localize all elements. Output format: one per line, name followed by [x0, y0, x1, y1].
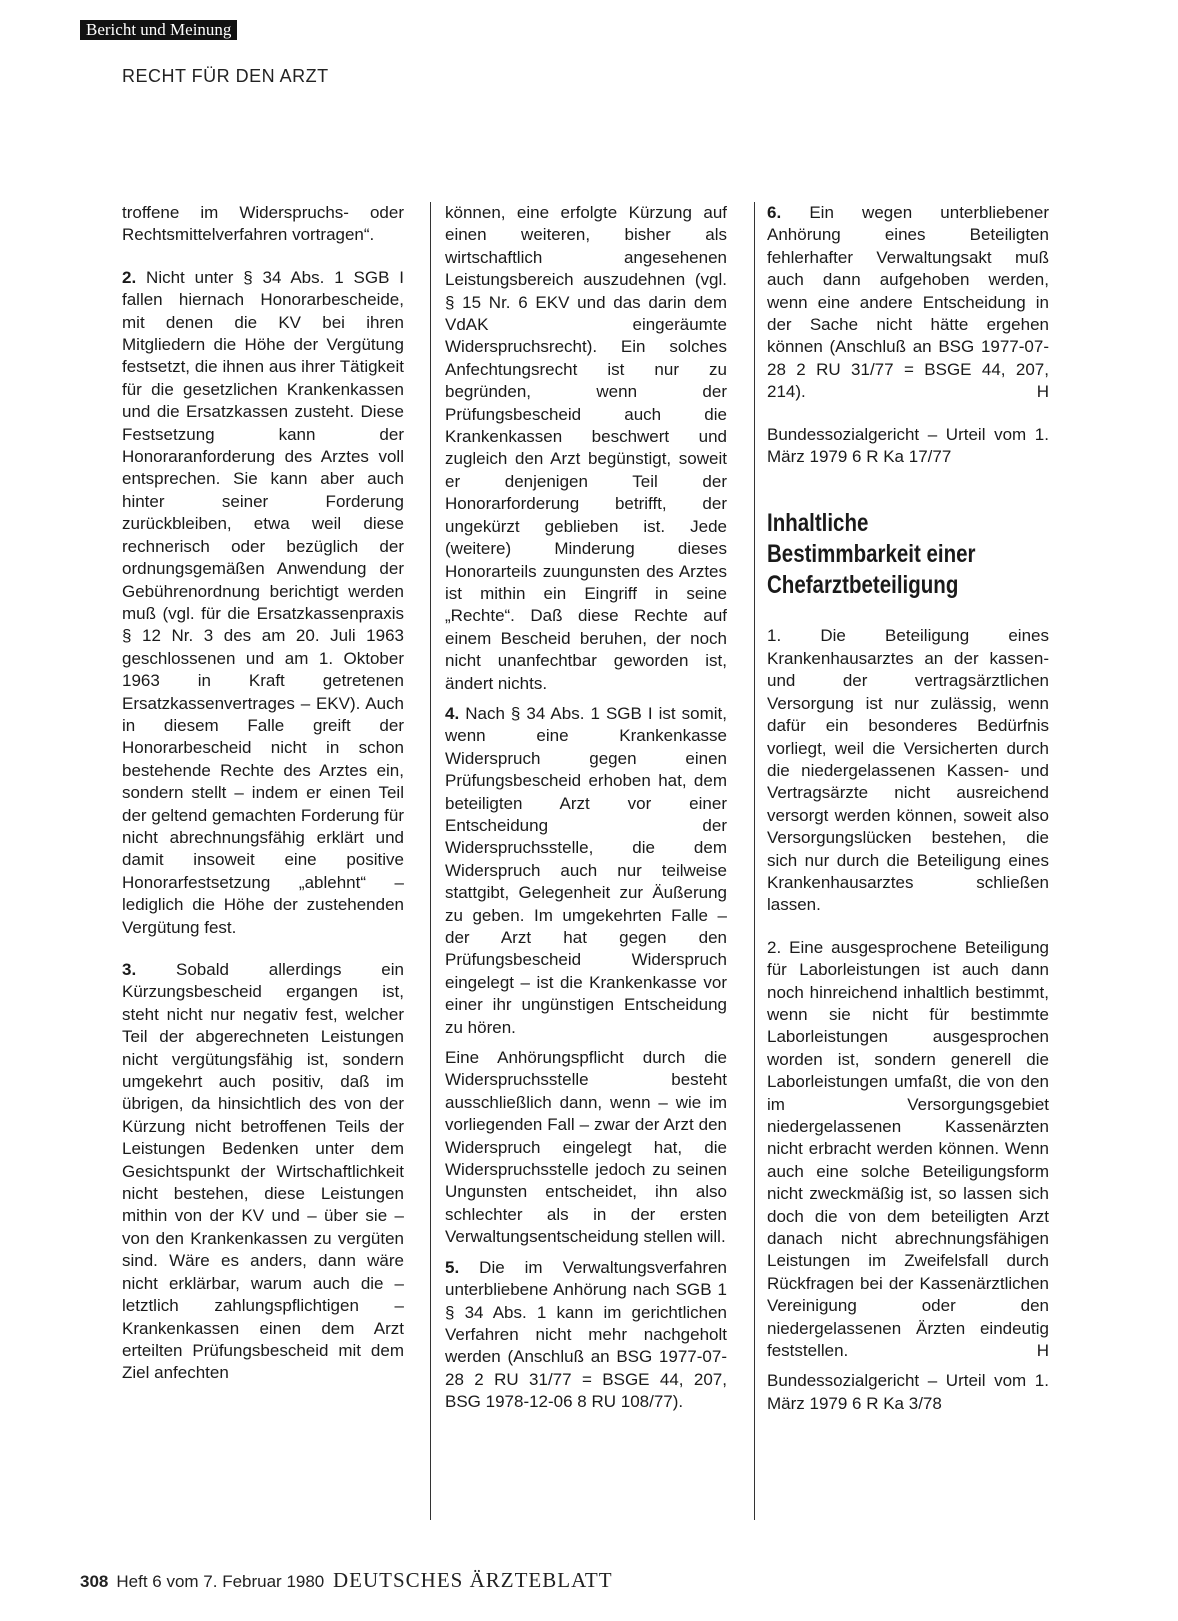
- paragraph-number: 6.: [767, 203, 782, 222]
- journal-name: DEUTSCHES ÄRZTEBLATT: [333, 1568, 613, 1592]
- heading-line: Inhaltliche: [767, 509, 869, 538]
- section-title: RECHT FÜR DEN ARZT: [122, 66, 329, 86]
- paragraph-3: [122, 959, 404, 1385]
- article-column-3: [767, 202, 1049, 1435]
- author-initial: H: [1036, 1341, 1049, 1361]
- column-divider: [754, 202, 755, 1520]
- author-initial: H: [1036, 382, 1049, 402]
- paragraph-2: [122, 267, 404, 939]
- page-number: 308: [80, 1572, 109, 1591]
- paragraph-6: [767, 202, 1049, 404]
- article-heading: [767, 508, 1046, 601]
- article-column-2: [445, 202, 727, 1434]
- paragraph-text: 2. Eine ausgesprochene Beteiligung für Laborleistungen ist auch dann noch hinreichend inhaltlich bestimmt, wenn sie nicht für bestimmte Laborleistungen ausgesprochen worden ist, sondern generell die Laborleistungen umfaßt, die von den im Versorgungsgebiet niedergelassenen Kassenärzten nicht erbracht werden können. Wenn auch eine solche Beteiligungsform nicht zweckmäßig ist, so lassen sich doch die von dem beteiligten Arzt danach nicht abrechnungsfähigen Leistungen im Zweifelsfall durch Rückfragen bei der Kassenärztlichen Vereinigung oder den niedergelassenen Ärzten eindeutig feststellen.: [767, 937, 1049, 1361]
- paragraph-text: Sobald allerdings ein Kürzungsbescheid ergangen ist, steht nicht nur negativ fest, welcher Teil der abgerechneten Leistungen nicht vergütungsfähig ist, sondern umgekehrt auch positiv, daß im übrigen, da hinsichtlich des von der Kürzung nicht betroffenen Teils der Leistungen Bedenken unter dem Gesichtspunkt der Wirtschaftlichkeit nicht bestehen, diese Leistungen mithin von der KV und – über sie – von den Krankenkassen zu vergüten sind. Wäre es anders, dann wäre nicht erklärbar, warum auch die – letztlich zahlungspflichtigen – Krankenkassen einen dem Arzt erteilten Prüfungsbescheid mit dem Ziel anfechten: [122, 960, 404, 1383]
- paragraph-4: [445, 703, 727, 1039]
- paragraph-text: Ein wegen unterbliebener Anhörung eines Beteiligten fehlerhafter Verwaltungsakt muß auch dann aufgehoben werden, wenn eine andere Entscheidung in der Sache nicht hätte ergehen können (Anschluß an BSG 1977-07-28 2 RU 31/77 = BSGE 44, 207, 214).: [767, 203, 1049, 402]
- issue-info: Heft 6 vom 7. Februar 1980: [116, 1572, 325, 1591]
- guiding-principle-1: 1. Die Beteiligung eines Krankenhausarztes an der kassen- und der vertragsärztlichen Versorgung ist nur zulässig, wenn dafür ein besonderes Bedürfnis vorliegt, weil die Versicherten durch die niedergelassenen Kassen- und Vertragsärzte nicht ausreichend versorgt werden können, soweit also Versorgungslücken bestehen, die sich nur durch die Beteiligung eines Krankenhausarztes schließen lassen.: [767, 626, 1049, 915]
- section-tag: Bericht und Meinung: [80, 20, 237, 40]
- paragraph-number: 2.: [122, 267, 137, 287]
- article-column-1: [122, 202, 404, 1405]
- paragraph: troffene im Widerspruchs- oder Rechtsmittelverfahren vortragen“.: [122, 203, 404, 245]
- guiding-principle-2: [767, 937, 1049, 1363]
- heading-line: Bestimmbarkeit einer: [767, 540, 976, 569]
- paragraph: können, eine erfolgte Kürzung auf einen weiteren, bisher als wirtschaftlich angesehenen Leistungsbereich auszudehnen (vgl. § 15 Nr. 6 EKV und das darin dem VdAK eingeräumte Widerspruchsrecht). Ein solches Anfechtungsrecht ist nur zu begründen, wenn der Prüfungsbescheid auch die Krankenkassen beschwert und zugleich den Arzt begünstigt, soweit er denjenigen Teil der Honorarforderung betrifft, der ungekürzt geblieben ist. Jede (weitere) Minderung dieses Honorarteils zuungunsten des Arztes ist mithin ein Eingriff in seine „Rechte“. Daß diese Rechte auf einem Bescheid beruhen, der noch nicht unanfechtbar geworden ist, ändert nichts.: [445, 203, 727, 693]
- page-footer: [80, 1568, 613, 1593]
- court-citation: Bundessozialgericht – Urteil vom 1. März 1979 6 R Ka 3/78: [767, 1371, 1049, 1413]
- paragraph-number: 3.: [122, 960, 137, 979]
- court-citation: Bundessozialgericht – Urteil vom 1. März 1979 6 R Ka 17/77: [767, 424, 1049, 467]
- paragraph-5: [445, 1257, 727, 1414]
- paragraph-text: Nicht unter § 34 Abs. 1 SGB I fallen hiernach Honorarbescheide, mit denen die KV bei ihren Mitgliedern die Höhe der Vergütung festsetzt, die ihnen aus ihrer Tätigkeit für die gesetzlichen Krankenkassen und die Ersatzkassen zusteht. Diese Festsetzung kann der Honoraranforderung des Arztes voll entsprechen. Sie kann aber auch hinter seiner Forderung zurückbleiben, etwa weil diese rechnerisch oder bezüglich der ordnungsgemäßen Anwendung der Gebührenordnung berichtigt werden muß (vgl. für die Ersatzkassenpraxis § 12 Nr. 3 des am 20. Juli 1963 geschlossenen und am 1. Oktober 1963 in Kraft getretenen Ersatzkassenvertrages – EKV). Auch in diesem Falle greift der Honorarbescheid nicht in schon bestehende Rechte des Arztes ein, sondern stellt – indem er einen Teil der geltend gemachten Forderung für nicht abrechnungsfähig erklärt und damit insoweit eine positive Honorarfestsetzung „ablehnt“ – lediglich die Höhe der zustehenden Vergütung fest.: [122, 267, 404, 937]
- paragraph-number: 4.: [445, 703, 460, 723]
- paragraph-text: Die im Verwaltungsverfahren unterbliebene Anhörung nach SGB 1 § 34 Abs. 1 kann im gerichtlichen Verfahren nicht mehr nachgeholt werden (Anschluß an BSG 1977-07-28 2 RU 31/77 = BSGE 44, 207, BSG 1978-12-06 8 RU 108/77).: [445, 1257, 727, 1412]
- heading-line: Chefarztbeteiligung: [767, 571, 959, 600]
- paragraph: Eine Anhörungspflicht durch die Widerspruchsstelle besteht ausschließlich dann, wenn – wie im vorliegenden Fall – zwar der Arzt den Widerspruch eingelegt hat, die Widerspruchsstelle jedoch zu seinen Ungunsten entscheidet, ihn also schlechter als in der ersten Verwaltungsentscheidung stellen will.: [445, 1048, 727, 1247]
- paragraph-text: Nach § 34 Abs. 1 SGB I ist somit, wenn eine Krankenkasse Widerspruch gegen einen Prüfungsbescheid erhoben hat, dem beteiligten Arzt vor einer Entscheidung der Widerspruchsstelle, die dem Widerspruch auch nur teilweise stattgibt, Gelegenheit zur Äußerung zu geben. Im umgekehrten Falle – der Arzt hat gegen den Prüfungsbescheid Widerspruch eingelegt – ist die Krankenkasse vor einer ihr ungünstigen Entscheidung zu hören.: [445, 703, 727, 1037]
- column-divider: [430, 202, 431, 1520]
- paragraph-number: 5.: [445, 1257, 460, 1277]
